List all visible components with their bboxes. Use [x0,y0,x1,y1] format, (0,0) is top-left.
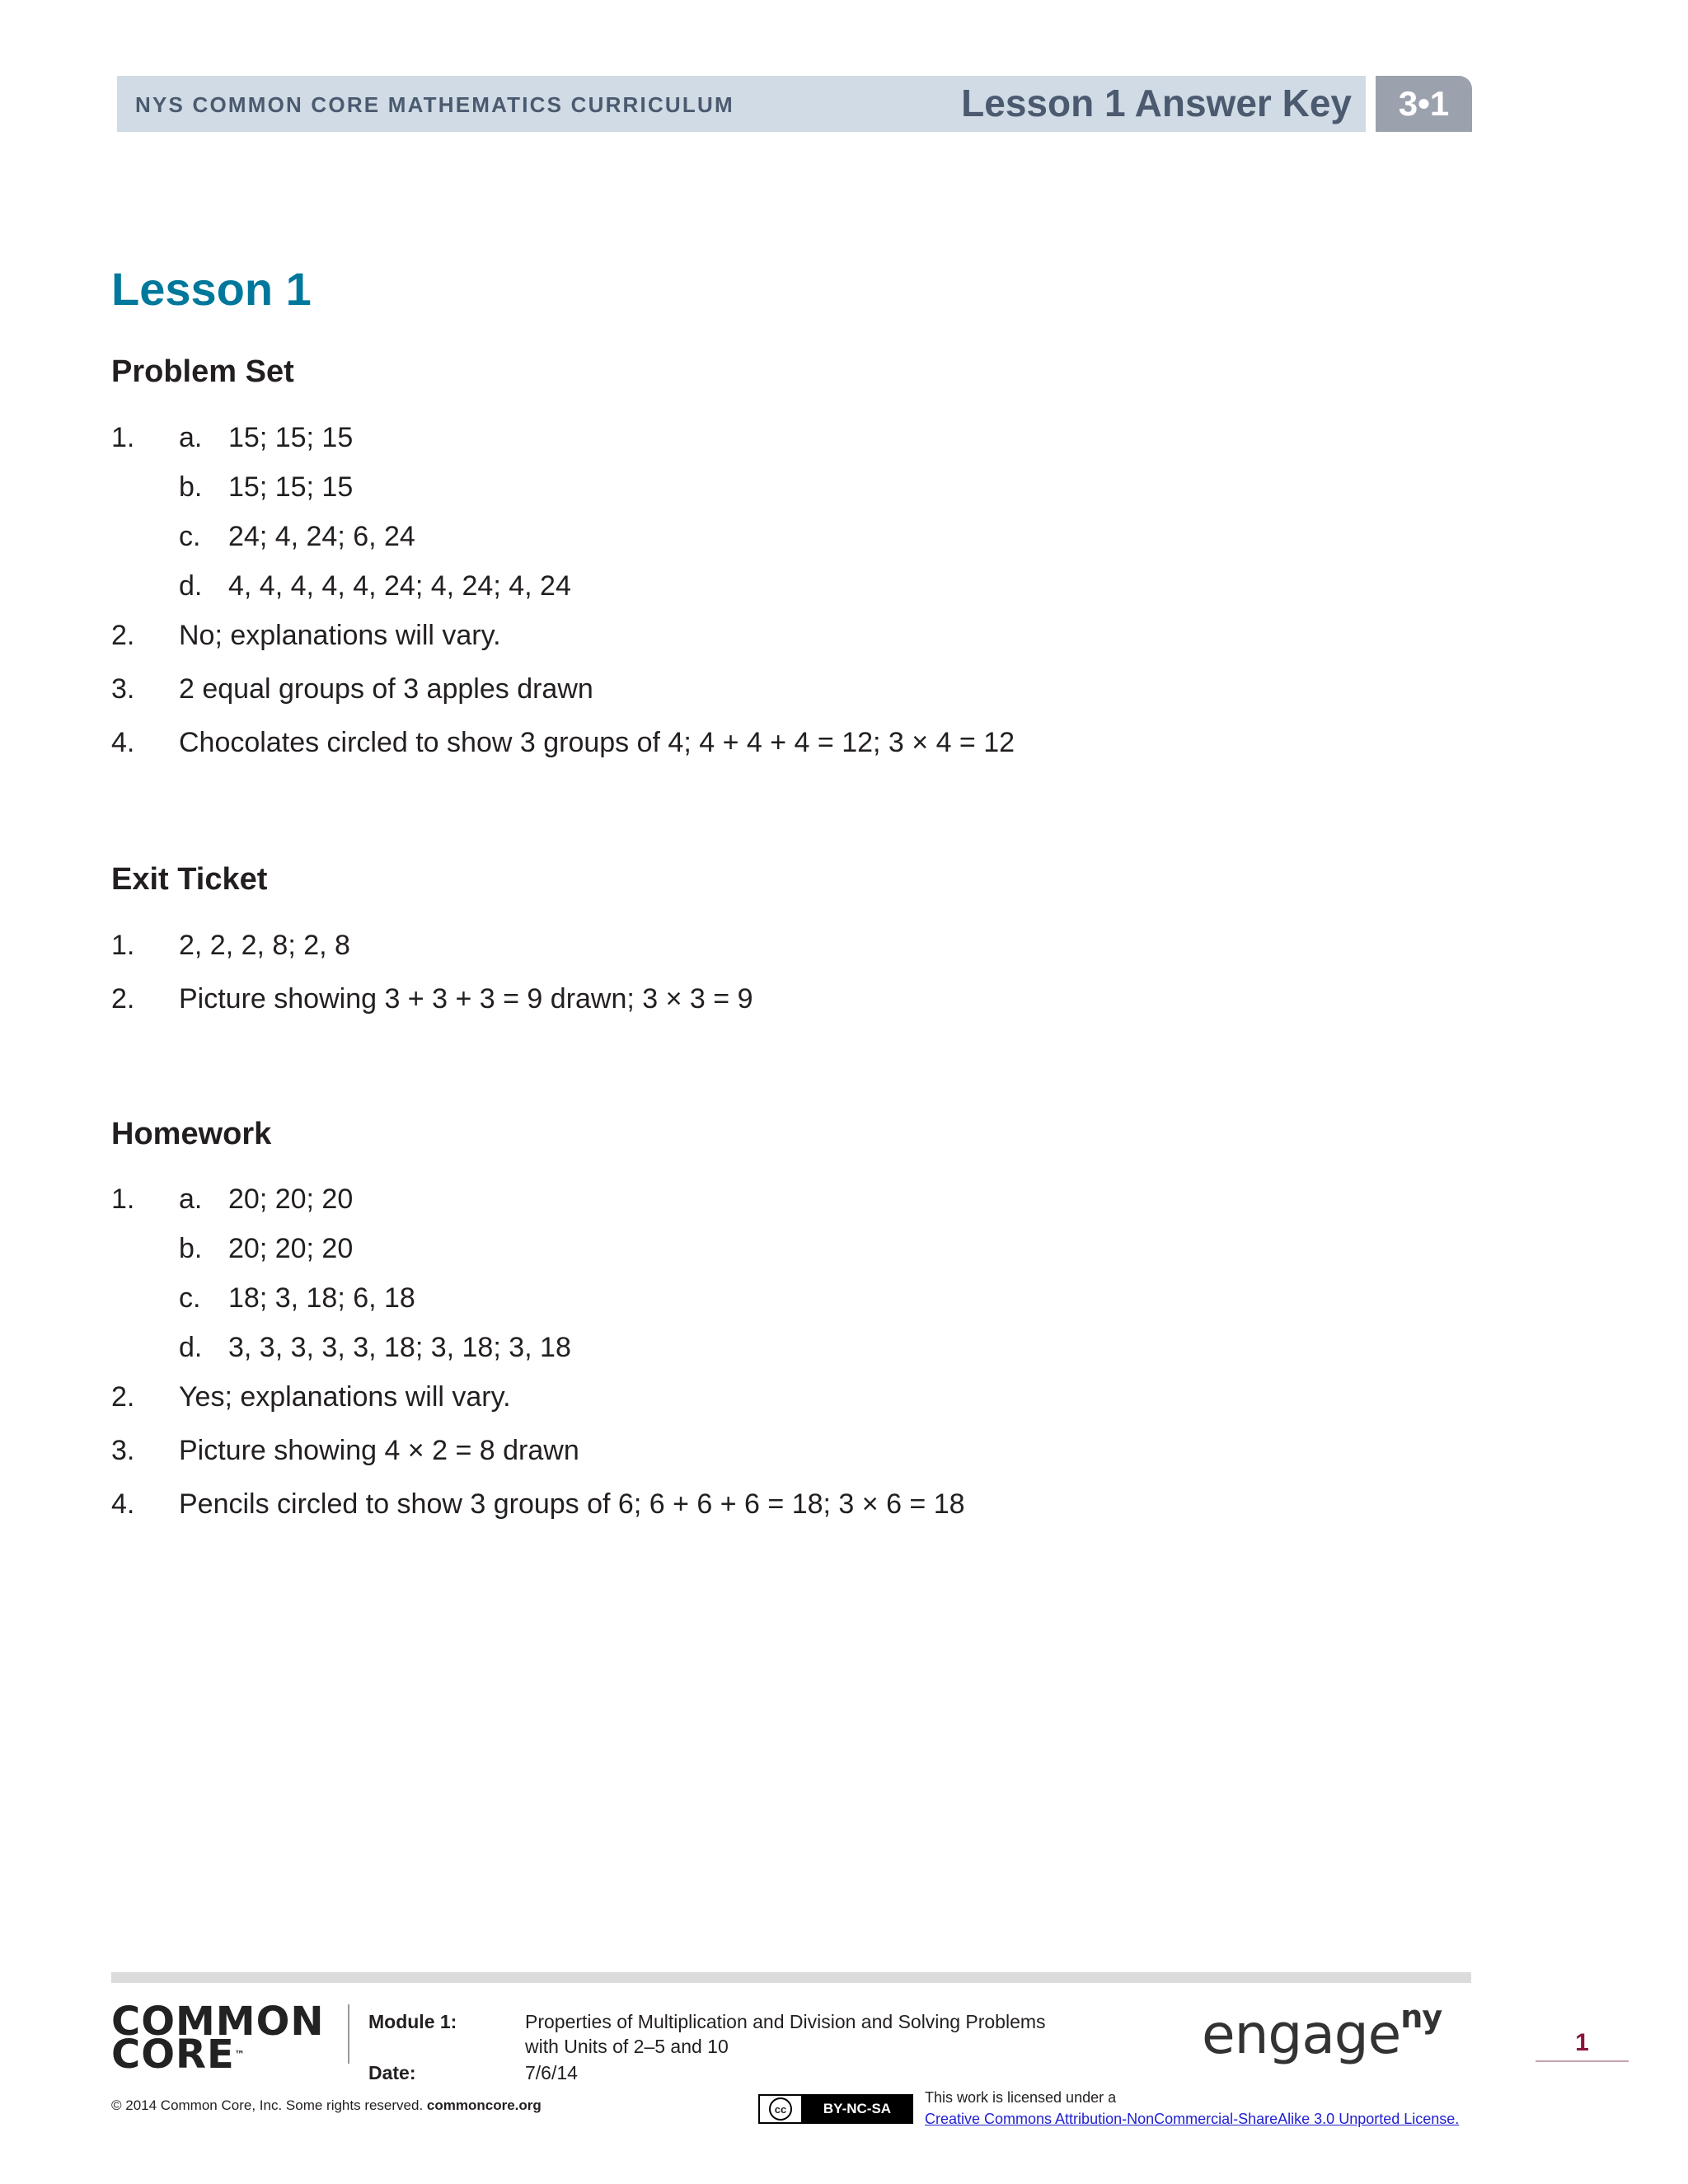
engageny-logo: engage$^{ny}$ [1202,1999,1442,2066]
item-answer: 3, 3, 3, 3, 3, 18; 3, 18; 3, 18 [228,1332,571,1363]
item-answer: Picture showing 3 + 3 + 3 = 9 drawn; 3 × 3 = 9 [179,983,753,1015]
item-answer: 20; 20; 20 [228,1233,354,1264]
item-answer: 2 equal groups of 3 apples drawn [179,673,593,705]
item-answer: 15; 15; 15 [228,471,354,503]
item-number: 3. [111,673,135,705]
item-number: 2. [111,620,135,651]
item-answer: Yes; explanations will vary. [179,1381,511,1413]
item-letter: b. [179,1233,203,1264]
logo-line-2: CORE™ [111,2032,246,2078]
homework-heading: Homework [111,1117,272,1151]
item-answer: 15; 15; 15 [228,422,354,453]
license-link[interactable]: Creative Commons Attribution-NonCommercial-ShareAlike 3.0 Unported License. [925,2111,1460,2127]
item-answer: 20; 20; 20 [228,1183,354,1215]
item-number: 4. [111,1488,135,1520]
footer-vertical-divider [348,2004,349,2064]
item-answer: Chocolates circled to show 3 groups of 4; 4 + 4 + 4 = 12; 3 × 4 = 12 [179,727,1015,758]
item-number: 1. [111,422,135,453]
exit-ticket-heading: Exit Ticket [111,862,268,897]
header-banner [117,76,1366,132]
problem-set-heading: Problem Set [111,354,294,389]
cc-icon: cc [769,2097,792,2121]
item-number: 1. [111,930,135,961]
item-number: 2. [111,983,135,1015]
item-letter: a. [179,1183,203,1215]
copyright-notice: © 2014 Common Core, Inc. Some rights reserved. commoncore.org [111,2097,542,2113]
license-statement: This work is licensed under a [925,2089,1117,2106]
item-letter: a. [179,422,203,453]
item-number: 1. [111,1183,135,1215]
grade-module-badge: 3•1 [1376,76,1472,132]
item-answer: 18; 3, 18; 6, 18 [228,1282,415,1314]
lesson-title: Lesson 1 [111,263,312,315]
curriculum-label: NYS COMMON CORE MATHEMATICS CURRICULUM [135,92,734,117]
module-title-line-2: with Units of 2–5 and 10 [525,2036,729,2057]
common-core-logo [111,1999,325,2078]
logo-line-1: COMMON [111,1999,325,2045]
item-letter: c. [179,521,201,552]
item-answer: 24; 4, 24; 6, 24 [228,521,415,552]
item-answer: No; explanations will vary. [179,620,501,651]
item-letter: b. [179,471,203,503]
copyright-site-link[interactable]: commoncore.org [426,2097,542,2113]
item-number: 2. [111,1381,135,1413]
footer-divider [111,1972,1471,1983]
item-answer: 2, 2, 2, 8; 2, 8 [179,930,350,961]
item-letter: d. [179,570,203,602]
item-number: 4. [111,727,135,758]
page-number: 1 [1536,2029,1629,2062]
module-title-line-1: Properties of Multiplication and Division and Solving Problems [525,2011,1046,2032]
module-label: Module 1: [368,2011,457,2032]
item-answer: Pencils circled to show 3 groups of 6; 6 + 6 + 6 = 18; 3 × 6 = 18 [179,1488,965,1520]
license-badge-text: BY-NC-SA [803,2096,912,2122]
date-label: Date: [368,2062,416,2083]
item-letter: c. [179,1282,201,1314]
item-answer: 4, 4, 4, 4, 4, 24; 4, 24; 4, 24 [228,570,571,602]
item-number: 3. [111,1435,135,1466]
item-answer: Picture showing 4 × 2 = 8 drawn [179,1435,579,1466]
date-value: 7/6/14 [525,2062,578,2083]
answer-key-title: Lesson 1 Answer Key [961,82,1352,124]
cc-license-badge [758,2094,913,2124]
item-letter: d. [179,1332,203,1363]
